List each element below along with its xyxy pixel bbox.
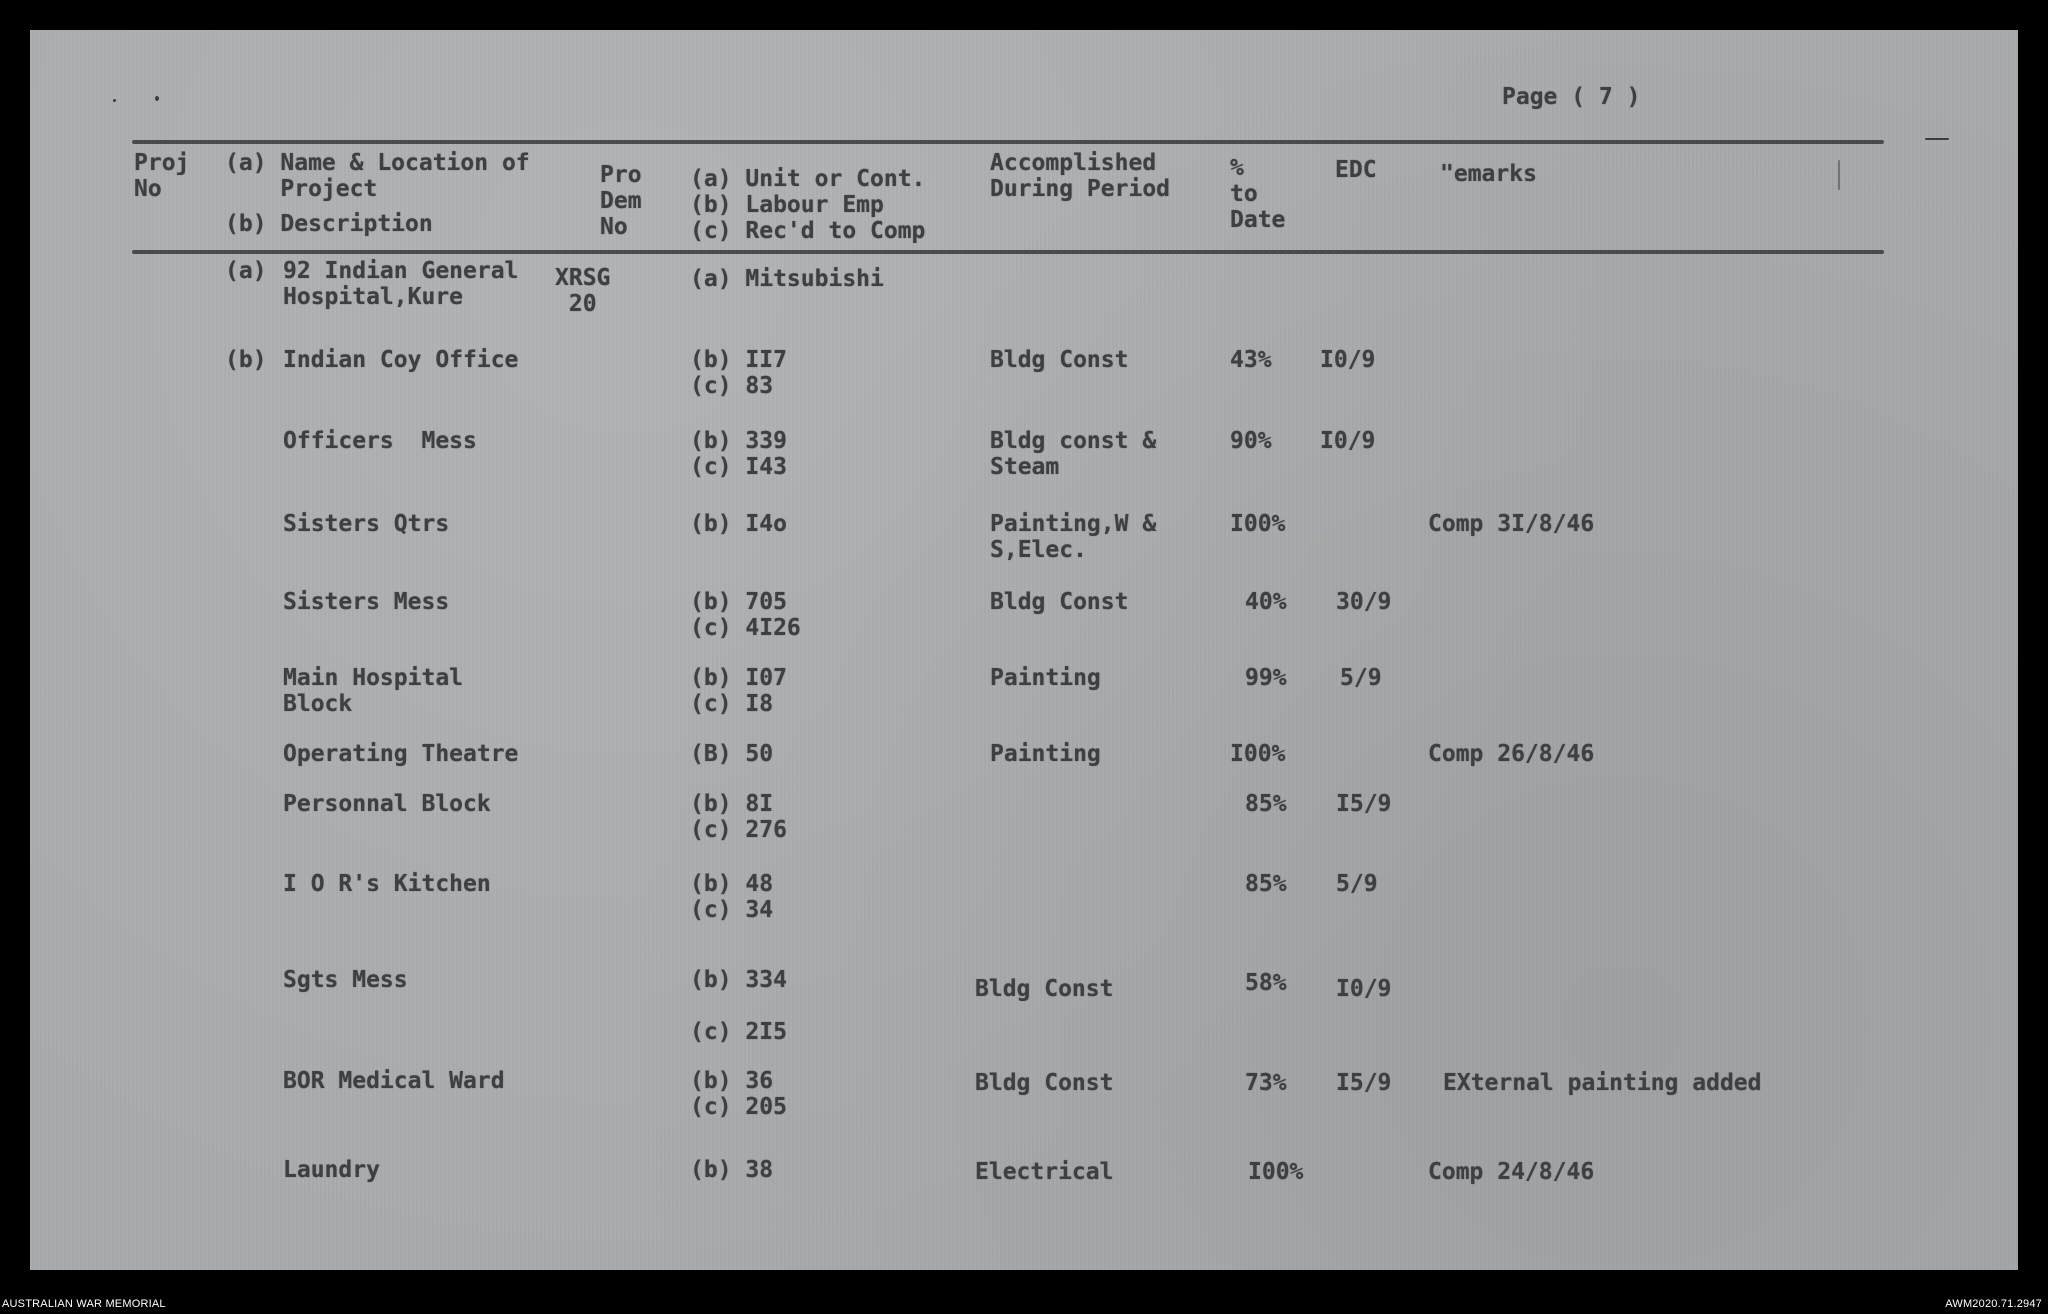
row-edc: I5/9: [1336, 791, 1392, 817]
row-accomplished: Bldg Const: [990, 589, 1129, 615]
row-units: (b) I4o: [690, 511, 787, 537]
row-edc: 30/9: [1336, 589, 1392, 615]
paper-speck: [113, 99, 116, 102]
row-edc: 5/9: [1336, 871, 1378, 897]
header-proj-no: Proj No: [134, 150, 190, 202]
header-description: (b) Description: [225, 211, 433, 237]
header-accomplished: Accomplished During Period: [990, 150, 1171, 202]
row-pct: 73%: [1245, 1070, 1287, 1096]
project-unit: (a) Mitsubishi: [690, 266, 884, 292]
row-edc: 5/9: [1340, 665, 1382, 691]
page-number: Page ( 7 ): [1502, 84, 1641, 110]
row-units: (b) 334 (c) 2I5: [690, 967, 787, 1045]
row-description: Operating Theatre: [283, 741, 519, 767]
row-units: (b) I07 (c) I8: [690, 665, 787, 717]
row-description: Main Hospital Block: [283, 665, 464, 717]
header-name-location: (a) Name & Location of Project: [225, 150, 530, 202]
row-pct: I00%: [1230, 511, 1286, 537]
row-pct: 43%: [1230, 347, 1272, 373]
row-units: (b) 8I (c) 276: [690, 791, 787, 843]
header-unit-cont: (a) Unit or Cont. (b) Labour Emp (c) Rec'd to Comp: [690, 166, 926, 244]
row-description: Indian Coy Office: [283, 347, 519, 373]
row-units: (b) 48 (c) 34: [690, 871, 774, 923]
paper-speck: [1838, 160, 1840, 190]
header-top-rule: [132, 140, 1884, 144]
paper-speck: [1925, 138, 1949, 140]
row-accomplished: Electrical: [975, 1159, 1114, 1185]
row-pct: 85%: [1245, 871, 1287, 897]
row-edc: I0/9: [1320, 428, 1376, 454]
project-pro-dem: XRSG 20: [555, 265, 611, 317]
row-edc: I5/9: [1336, 1070, 1392, 1096]
paper-speck: [155, 96, 159, 101]
project-label-b: (b): [225, 347, 267, 373]
row-units: (b) 705 (c) 4I26: [690, 589, 801, 641]
row-pct: 40%: [1245, 589, 1287, 615]
row-units: (B) 50: [690, 741, 774, 767]
row-description: BOR Medical Ward: [283, 1068, 505, 1094]
row-units: (b) II7 (c) 83: [690, 347, 787, 399]
row-accomplished: Painting,W & S,Elec.: [990, 511, 1157, 563]
row-pct: 99%: [1245, 665, 1287, 691]
row-units: (b) 38: [690, 1157, 774, 1183]
row-description: Sisters Qtrs: [283, 511, 450, 537]
row-accomplished: Painting: [990, 665, 1101, 691]
row-accomplished: Bldg Const: [975, 976, 1114, 1002]
row-units: (b) 36 (c) 205: [690, 1068, 787, 1120]
row-pct: 85%: [1245, 791, 1287, 817]
row-pct: 58%: [1245, 970, 1287, 996]
row-pct: 90%: [1230, 428, 1272, 454]
header-pro-dem-no: Pro Dem No: [600, 162, 642, 240]
footer-credit: AUSTRALIAN WAR MEMORIAL: [2, 1298, 166, 1310]
project-name: 92 Indian General Hospital,Kure: [283, 258, 519, 310]
header-remarks: "emarks: [1440, 161, 1537, 187]
row-description: Sgts Mess: [283, 967, 408, 993]
row-description: Personnal Block: [283, 791, 491, 817]
row-accomplished: Bldg const & Steam: [990, 428, 1157, 480]
header-pct-to-date: % to Date: [1230, 155, 1286, 233]
header-edc: EDC: [1335, 157, 1377, 183]
row-remarks: Comp 24/8/46: [1428, 1159, 1595, 1185]
row-pct: I00%: [1230, 741, 1286, 767]
footer-accession-number: AWM2020.71.2947: [1945, 1298, 2042, 1310]
row-description: I O R's Kitchen: [283, 871, 491, 897]
row-description: Sisters Mess: [283, 589, 450, 615]
header-bottom-rule: [132, 250, 1884, 254]
row-description: Officers Mess: [283, 428, 477, 454]
row-edc: I0/9: [1336, 976, 1392, 1002]
row-units: (b) 339 (c) I43: [690, 428, 787, 480]
row-remarks: EXternal painting added: [1443, 1070, 1762, 1096]
row-remarks: Comp 26/8/46: [1428, 741, 1595, 767]
row-accomplished: Painting: [990, 741, 1101, 767]
row-description: Laundry: [283, 1157, 380, 1183]
project-label-a: (a): [225, 258, 267, 284]
row-accomplished: Bldg Const: [990, 347, 1129, 373]
row-pct: I00%: [1248, 1159, 1304, 1185]
row-accomplished: Bldg Const: [975, 1070, 1114, 1096]
row-edc: I0/9: [1320, 347, 1376, 373]
row-remarks: Comp 3I/8/46: [1428, 511, 1595, 537]
